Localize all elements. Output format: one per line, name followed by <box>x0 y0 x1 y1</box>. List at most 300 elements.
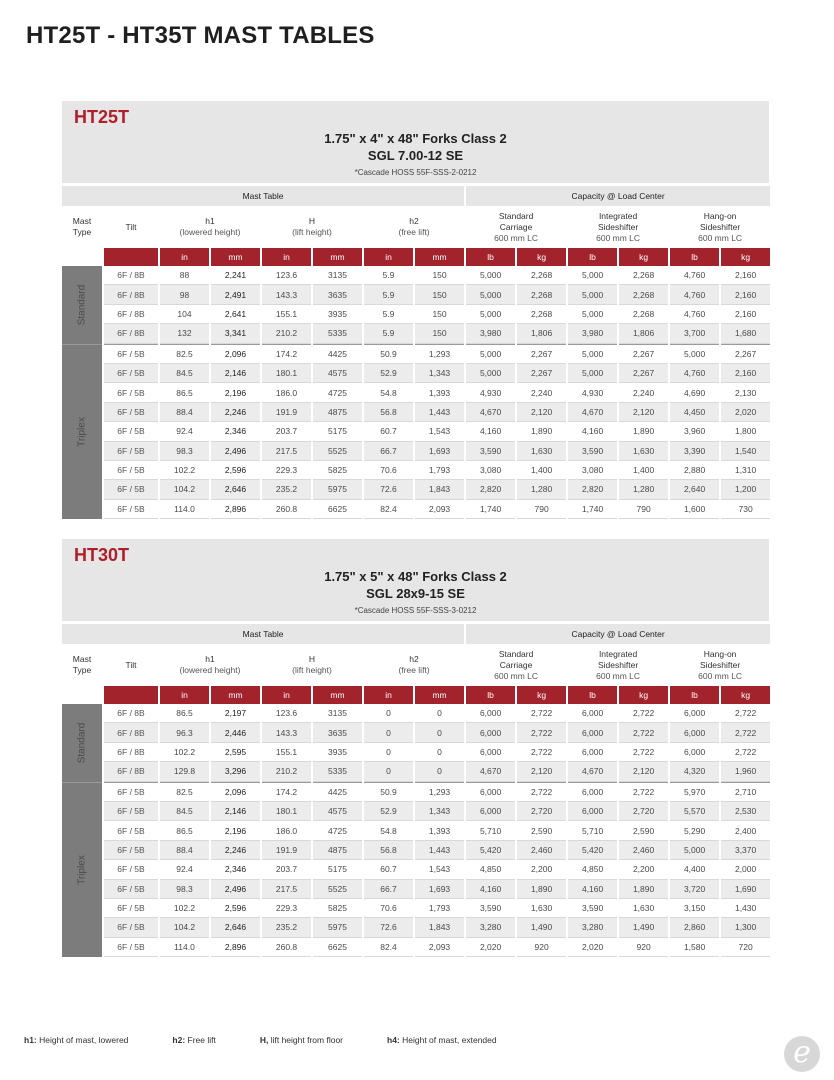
footnote-item: h4: Height of mast, extended <box>387 1035 497 1045</box>
table-cell: 2,120 <box>619 403 668 422</box>
table-cell: 217.5 <box>262 880 311 899</box>
h1-label: h1 (lowered height) <box>179 654 241 675</box>
table-cell: 1,793 <box>415 461 464 480</box>
table-cell: 2,020 <box>466 938 515 957</box>
table-cell: 1,843 <box>415 918 464 937</box>
table-cell: 86.5 <box>160 704 209 723</box>
brand-logo-icon: e <box>784 1036 820 1072</box>
table-cell: 217.5 <box>262 442 311 461</box>
table-cell: 60.7 <box>364 860 413 879</box>
tire-spec: SGL 7.00-12 SE <box>367 148 464 163</box>
table-cell: 2,020 <box>721 403 770 422</box>
table-cell: 56.8 <box>364 403 413 422</box>
table-cell: 5975 <box>313 480 362 499</box>
table-cell: 6625 <box>313 500 362 519</box>
unit-label: mm <box>415 686 464 704</box>
table-cell: 2,596 <box>211 461 260 480</box>
table-row <box>62 285 770 304</box>
tilt-label: Tilt <box>125 221 137 232</box>
table-cell: 2,596 <box>211 899 260 918</box>
table-cell: 1,200 <box>721 480 770 499</box>
table-cell: 1,300 <box>721 918 770 937</box>
table-cell: 82.5 <box>160 344 209 364</box>
table-cell: 2,460 <box>619 841 668 860</box>
table-cell: 1,890 <box>619 422 668 441</box>
table-cell: 4425 <box>313 782 362 802</box>
table-cell: 920 <box>517 938 566 957</box>
table-cell: 2,146 <box>211 364 260 383</box>
mast-table-section-ht25t <box>62 101 769 519</box>
table-cell: 1,600 <box>670 500 719 519</box>
table-cell: 2,093 <box>415 938 464 957</box>
table-cell: 191.9 <box>262 841 311 860</box>
table-cell: 2,722 <box>619 704 668 723</box>
table-cell: 210.2 <box>262 324 311 343</box>
table-cell: 4575 <box>313 364 362 383</box>
table-cell: 5525 <box>313 880 362 899</box>
table-cell: 3135 <box>313 266 362 285</box>
table-cell: 1,310 <box>721 461 770 480</box>
table-cell: 1,430 <box>721 899 770 918</box>
table-cell: 2,268 <box>517 305 566 324</box>
unit-label: kg <box>517 248 566 266</box>
table-row <box>62 500 770 519</box>
table-cell: 104 <box>160 305 209 324</box>
table-cell: 5,000 <box>466 344 515 364</box>
table-cell: 4,670 <box>466 403 515 422</box>
table-cell: 5175 <box>313 422 362 441</box>
table-row <box>62 344 770 364</box>
table-cell: 1,843 <box>415 480 464 499</box>
table-cell: 2,200 <box>619 860 668 879</box>
table-cell: 92.4 <box>160 422 209 441</box>
table-cell: 2,096 <box>211 782 260 802</box>
table-cell: 4,670 <box>568 403 617 422</box>
table-cell: 50.9 <box>364 782 413 802</box>
unit-label: in <box>364 686 413 704</box>
table-cell: 6,000 <box>466 723 515 742</box>
table-cell: 2,496 <box>211 880 260 899</box>
table-cell: 2,590 <box>619 821 668 840</box>
table-cell: 2,246 <box>211 841 260 860</box>
table-cell: 2,820 <box>568 480 617 499</box>
h2-label: h2 (free lift) <box>398 216 430 237</box>
table-cell: 180.1 <box>262 364 311 383</box>
table-cell: 2,646 <box>211 480 260 499</box>
footnotes <box>24 1035 541 1045</box>
unit-label: kg <box>619 248 668 266</box>
table-cell: 102.2 <box>160 461 209 480</box>
mast-type-standard: Standard <box>62 704 102 782</box>
table-cell: 98.3 <box>160 442 209 461</box>
table-cell: 143.3 <box>262 723 311 742</box>
table-cell: 2,160 <box>721 266 770 285</box>
table-cell: 1,393 <box>415 383 464 402</box>
table-cell: 1,793 <box>415 899 464 918</box>
section-header <box>62 101 769 183</box>
table-cell: 2,196 <box>211 821 260 840</box>
table-cell: 2,268 <box>619 305 668 324</box>
table-cell: 2,722 <box>517 782 566 802</box>
table-cell: 143.3 <box>262 285 311 304</box>
model-name: HT30T <box>74 545 130 565</box>
table-cell: 6F / 8B <box>104 285 158 304</box>
table-cell: 82.5 <box>160 782 209 802</box>
table-cell: 2,491 <box>211 285 260 304</box>
table-cell: 2,197 <box>211 704 260 723</box>
table-cell: 5,000 <box>568 364 617 383</box>
table-cell: 66.7 <box>364 880 413 899</box>
table-cell: 730 <box>721 500 770 519</box>
table-cell: 2,640 <box>670 480 719 499</box>
table-cell: 1,343 <box>415 802 464 821</box>
table-cell: 150 <box>415 305 464 324</box>
table-cell: 1,400 <box>517 461 566 480</box>
table-row <box>62 743 770 762</box>
table-cell: 2,722 <box>517 704 566 723</box>
table-cell: 1,806 <box>619 324 668 343</box>
table-cell: 3,590 <box>466 899 515 918</box>
table-cell: 150 <box>415 324 464 343</box>
table-cell: 4,160 <box>568 880 617 899</box>
integrated-sideshifter-label: Integrated Sideshifter 600 mm LC <box>596 210 641 243</box>
table-cell: 2,722 <box>619 723 668 742</box>
table-cell: 5,000 <box>568 266 617 285</box>
table-cell: 84.5 <box>160 364 209 383</box>
table-row <box>62 324 770 343</box>
table-cell: 229.3 <box>262 461 311 480</box>
table-cell: 1,630 <box>517 899 566 918</box>
table-cell: 3135 <box>313 704 362 723</box>
table-cell: 3,700 <box>670 324 719 343</box>
table-cell: 4,930 <box>568 383 617 402</box>
table-cell: 5,420 <box>466 841 515 860</box>
table-cell: 6F / 5B <box>104 500 158 519</box>
table-cell: 5175 <box>313 860 362 879</box>
mast-table-section-ht30t <box>62 539 769 957</box>
table-cell: 6F / 5B <box>104 802 158 821</box>
table-cell: 123.6 <box>262 266 311 285</box>
unit-label: kg <box>721 686 770 704</box>
unit-label: lb <box>568 686 617 704</box>
table-cell: 82.4 <box>364 938 413 957</box>
table-cell: 1,280 <box>619 480 668 499</box>
table-cell: 3,980 <box>466 324 515 343</box>
table-cell: 96.3 <box>160 723 209 742</box>
table-cell: 3,590 <box>466 442 515 461</box>
table-cell: 2,722 <box>517 723 566 742</box>
table-cell: 1,280 <box>517 480 566 499</box>
hang-on-sideshifter-label: Hang-on Sideshifter 600 mm LC <box>698 648 743 681</box>
table-cell: 2,722 <box>517 743 566 762</box>
table-cell: 6F / 5B <box>104 782 158 802</box>
table-cell: 6F / 5B <box>104 344 158 364</box>
table-cell: 2,710 <box>721 782 770 802</box>
table-cell: 1,960 <box>721 762 770 781</box>
table-cell: 3635 <box>313 285 362 304</box>
mast-type-standard: Standard <box>62 266 102 344</box>
table-cell: 5,710 <box>466 821 515 840</box>
table-cell: 4425 <box>313 344 362 364</box>
table-row <box>62 480 770 499</box>
table-cell: 3635 <box>313 723 362 742</box>
table-cell: 3,341 <box>211 324 260 343</box>
table-cell: 3,280 <box>568 918 617 937</box>
table-cell: 6625 <box>313 938 362 957</box>
table-row <box>62 305 770 324</box>
table-cell: 790 <box>517 500 566 519</box>
footnote-item: h1: Height of mast, lowered <box>24 1035 129 1045</box>
unit-label: kg <box>517 686 566 704</box>
tire-spec: SGL 28x9-15 SE <box>366 586 465 601</box>
table-cell: 92.4 <box>160 860 209 879</box>
table-cell: 2,641 <box>211 305 260 324</box>
mast-type-label: Mast Type <box>72 654 92 675</box>
table-cell: 155.1 <box>262 305 311 324</box>
table-cell: 0 <box>415 762 464 781</box>
table-cell: 4,160 <box>466 880 515 899</box>
table-cell: 720 <box>721 938 770 957</box>
table-cell: 2,860 <box>670 918 719 937</box>
table-cell: 2,896 <box>211 500 260 519</box>
footnote-item: h2: Free lift <box>172 1035 216 1045</box>
table-cell: 6F / 5B <box>104 860 158 879</box>
table-cell: 1,890 <box>517 422 566 441</box>
fork-spec: 1.75" x 5" x 48" Forks Class 2 <box>324 569 507 584</box>
table-cell: 98 <box>160 285 209 304</box>
table-cell: 186.0 <box>262 821 311 840</box>
table-cell: 82.4 <box>364 500 413 519</box>
table-cell: 3,980 <box>568 324 617 343</box>
cascade-note: *Cascade HOSS 55F-SSS-2-0212 <box>354 168 477 177</box>
table-cell: 52.9 <box>364 364 413 383</box>
table-cell: 2,160 <box>721 305 770 324</box>
table-cell: 6F / 5B <box>104 899 158 918</box>
table-cell: 3935 <box>313 305 362 324</box>
table-cell: 210.2 <box>262 762 311 781</box>
table-cell: 0 <box>364 704 413 723</box>
table-cell: 2,646 <box>211 918 260 937</box>
table-cell: 3,720 <box>670 880 719 899</box>
table-cell: 6,000 <box>466 802 515 821</box>
table-cell: 5,290 <box>670 821 719 840</box>
table-cell: 2,400 <box>721 821 770 840</box>
table-cell: 104.2 <box>160 480 209 499</box>
table-cell: 132 <box>160 324 209 343</box>
table-cell: 54.8 <box>364 821 413 840</box>
table-cell: 1,630 <box>619 899 668 918</box>
table-cell: 3,080 <box>466 461 515 480</box>
table-cell: 5335 <box>313 762 362 781</box>
table-cell: 114.0 <box>160 500 209 519</box>
table-cell: 4575 <box>313 802 362 821</box>
table-cell: 235.2 <box>262 918 311 937</box>
table-cell: 6F / 8B <box>104 723 158 742</box>
table-cell: 6F / 5B <box>104 841 158 860</box>
table-cell: 2,722 <box>619 743 668 762</box>
table-cell: 5825 <box>313 899 362 918</box>
integrated-sideshifter-label: Integrated Sideshifter 600 mm LC <box>596 648 641 681</box>
table-cell: 4,450 <box>670 403 719 422</box>
table-row <box>62 860 770 879</box>
table-cell: 2,820 <box>466 480 515 499</box>
unit-label: mm <box>313 248 362 266</box>
table-cell: 86.5 <box>160 383 209 402</box>
table-cell: 123.6 <box>262 704 311 723</box>
table-cell: 4875 <box>313 403 362 422</box>
table-row <box>62 899 770 918</box>
table-cell: 1,400 <box>619 461 668 480</box>
table-cell: 1,580 <box>670 938 719 957</box>
mast-table-heading: Mast Table <box>62 186 464 206</box>
table-row <box>62 403 770 422</box>
table-cell: 5,420 <box>568 841 617 860</box>
table-cell: 0 <box>364 762 413 781</box>
table-row <box>62 442 770 461</box>
table-cell: 5,000 <box>568 305 617 324</box>
table-cell: 191.9 <box>262 403 311 422</box>
table-cell: 4,760 <box>670 285 719 304</box>
table-cell: 920 <box>619 938 668 957</box>
h2-label: h2 (free lift) <box>398 654 430 675</box>
table-cell: 60.7 <box>364 422 413 441</box>
table-cell: 6F / 8B <box>104 743 158 762</box>
table-cell: 1,890 <box>517 880 566 899</box>
table-cell: 5,000 <box>670 841 719 860</box>
table-cell: 1,693 <box>415 880 464 899</box>
table-cell: 4,690 <box>670 383 719 402</box>
table-cell: 174.2 <box>262 782 311 802</box>
table-cell: 70.6 <box>364 461 413 480</box>
table-cell: 4725 <box>313 383 362 402</box>
table-cell: 5,000 <box>466 305 515 324</box>
table-row <box>62 821 770 840</box>
table-cell: 3935 <box>313 743 362 762</box>
table-cell: 1,740 <box>466 500 515 519</box>
table-cell: 6F / 5B <box>104 938 158 957</box>
table-cell: 4,850 <box>466 860 515 879</box>
table-cell: 4875 <box>313 841 362 860</box>
model-name: HT25T <box>74 107 130 127</box>
table-cell: 3,370 <box>721 841 770 860</box>
table-cell: 6,000 <box>466 704 515 723</box>
table-cell: 2,240 <box>619 383 668 402</box>
mast-type-triplex: Triplex <box>62 344 102 520</box>
table-cell: 2,096 <box>211 344 260 364</box>
table-cell: 102.2 <box>160 899 209 918</box>
table-cell: 6,000 <box>568 802 617 821</box>
unit-label: mm <box>415 248 464 266</box>
table-cell: 3,296 <box>211 762 260 781</box>
table-cell: 70.6 <box>364 899 413 918</box>
unit-label: lb <box>466 248 515 266</box>
mast-type-label: Mast Type <box>72 216 92 237</box>
table-row <box>62 762 770 781</box>
table-cell: 6F / 5B <box>104 821 158 840</box>
table-cell: 4,160 <box>466 422 515 441</box>
unit-label: kg <box>721 248 770 266</box>
table-cell: 3,390 <box>670 442 719 461</box>
table-row <box>62 802 770 821</box>
table-cell: 150 <box>415 266 464 285</box>
table-cell: 5.9 <box>364 285 413 304</box>
table-cell: 6F / 5B <box>104 918 158 937</box>
table-row <box>62 422 770 441</box>
table-cell: 174.2 <box>262 344 311 364</box>
table-cell: 229.3 <box>262 899 311 918</box>
table-cell: 6F / 8B <box>104 305 158 324</box>
table-cell: 5335 <box>313 324 362 343</box>
table-cell: 6F / 5B <box>104 442 158 461</box>
table-cell: 5825 <box>313 461 362 480</box>
table-cell: 5,570 <box>670 802 719 821</box>
table-cell: 6,000 <box>466 743 515 762</box>
table-cell: 2,268 <box>619 266 668 285</box>
table-cell: 5.9 <box>364 324 413 343</box>
table-cell: 1,540 <box>721 442 770 461</box>
table-cell: 2,267 <box>721 344 770 364</box>
hang-on-sideshifter-label: Hang-on Sideshifter 600 mm LC <box>698 210 743 243</box>
table-cell: 2,595 <box>211 743 260 762</box>
table-cell: 5,000 <box>670 344 719 364</box>
table-cell: 5,000 <box>568 344 617 364</box>
mast-table-heading: Mast Table <box>62 624 464 644</box>
table-cell: 2,267 <box>619 344 668 364</box>
table-cell: 4,160 <box>568 422 617 441</box>
table-cell: 2,267 <box>619 364 668 383</box>
unit-label: mm <box>211 686 260 704</box>
table-cell: 6F / 5B <box>104 480 158 499</box>
table-cell: 1,800 <box>721 422 770 441</box>
table-row <box>62 841 770 860</box>
table-cell: 4,400 <box>670 860 719 879</box>
table-cell: 260.8 <box>262 500 311 519</box>
table-cell: 5.9 <box>364 266 413 285</box>
table-cell: 52.9 <box>364 802 413 821</box>
table-cell: 2,880 <box>670 461 719 480</box>
table-cell: 2,460 <box>517 841 566 860</box>
capacity-heading: Capacity @ Load Center <box>466 624 770 644</box>
table-cell: 2,146 <box>211 802 260 821</box>
table-cell: 2,268 <box>517 285 566 304</box>
table-cell: 5.9 <box>364 305 413 324</box>
table-cell: 6F / 5B <box>104 880 158 899</box>
table-cell: 0 <box>415 743 464 762</box>
table-cell: 2,590 <box>517 821 566 840</box>
unit-label: in <box>262 686 311 704</box>
unit-label: lb <box>670 686 719 704</box>
table-cell: 6F / 8B <box>104 324 158 343</box>
table-cell: 186.0 <box>262 383 311 402</box>
table-cell: 5,000 <box>466 285 515 304</box>
mast-type-triplex: Triplex <box>62 782 102 958</box>
table-cell: 4,760 <box>670 266 719 285</box>
table-cell: 102.2 <box>160 743 209 762</box>
table-cell: 1,490 <box>517 918 566 937</box>
table-row <box>62 880 770 899</box>
table-cell: 1,543 <box>415 422 464 441</box>
table-cell: 203.7 <box>262 860 311 879</box>
page-title: HT25T - HT35T MAST TABLES <box>26 22 375 49</box>
unit-label: lb <box>670 248 719 266</box>
table-cell: 54.8 <box>364 383 413 402</box>
table-cell: 6,000 <box>568 723 617 742</box>
table-cell: 6,000 <box>568 704 617 723</box>
table-cell: 72.6 <box>364 918 413 937</box>
table-cell: 2,722 <box>721 723 770 742</box>
table-cell: 2,720 <box>517 802 566 821</box>
table-cell: 6,000 <box>568 743 617 762</box>
